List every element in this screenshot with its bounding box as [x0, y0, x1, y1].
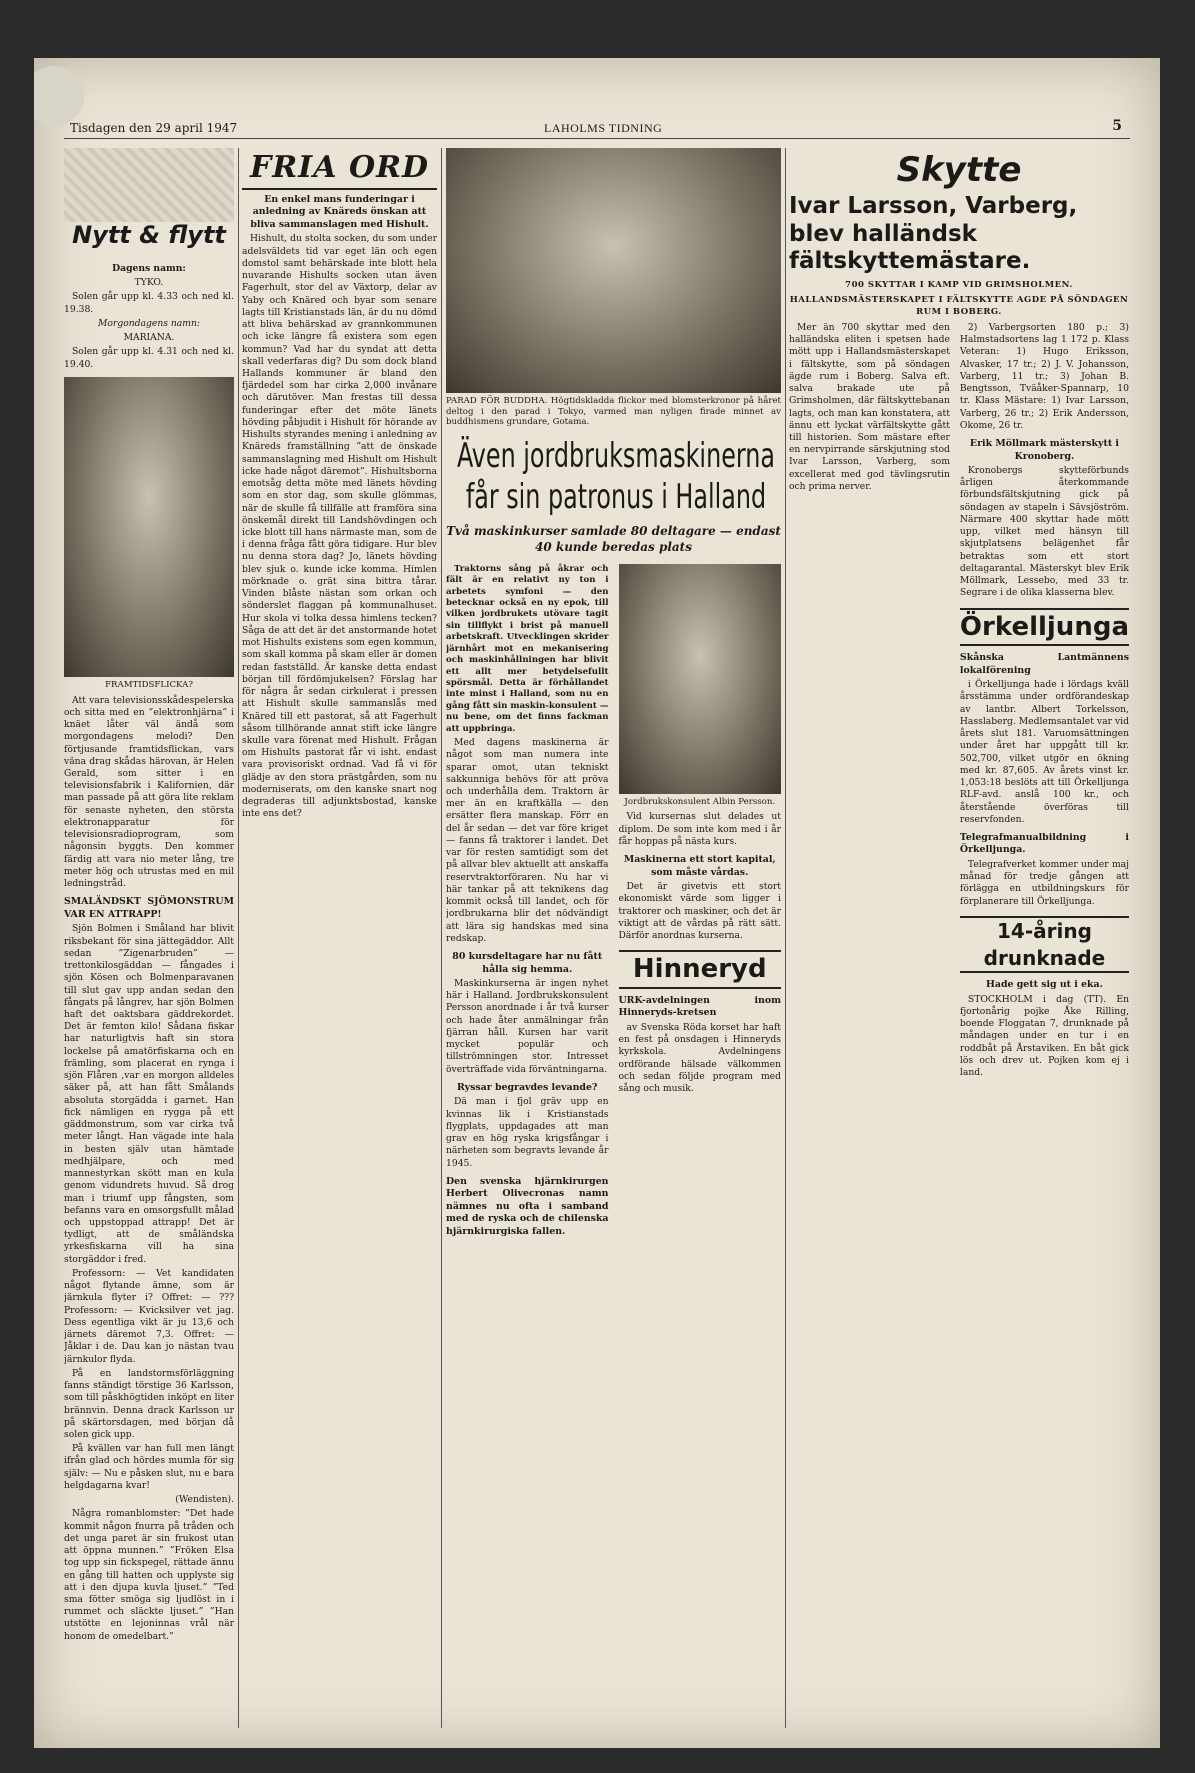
article-subhead: Hade gett sig ut i eka.: [986, 979, 1103, 991]
article-lead: Traktorns sång på åkrar och fält är en relativt ny ton i arbetets symfoni — den betecknar också en ny epok, till vilken jordbrukets utövare tagit sin tillflykt i brist på manuell arbetskraft. Utvecklingen skrider järnhårt mot en mekanisering och maskinhållningen har blivit ett allt mer betydelsefullt spörsmål. Detta är förhållandet inte minst i Halland, som nu en gång fått sin maskin-konsulent — nu bene, om det finns fackman att uppbringa.: [446, 563, 609, 734]
article-subhead: Den svenska hjärnkirurgen Herbert Olivecronas namn nämnes nu ofta i samband med de ryska och de chilenska hjärnkirurgiska fallen.: [446, 1175, 609, 1237]
article-subhead: Telegrafmanualbildning i Örkelljunga.: [959, 831, 1129, 856]
attribution: (Wendisten).: [175, 1494, 234, 1506]
article-subhead: 80 kursdeltagare har nu fått hålla sig hemma.: [452, 951, 603, 975]
article-text: Kronobergs skytteförbunds årligen återkommande förbundsfältskjutning gick på söndagen av stapeln i Sävsjöström. Närmare 400 skyttar hade mött upp, vilket med hänsyn till skjutplatsens belägenhet får betraktas som ett stort deltagarantal. Mästerskyt blev Erik Möllmark, Lessebo, med 33 tr. Segrare i de olika klasserna blev.: [959, 465, 1129, 599]
column-rule: [238, 148, 239, 1728]
punch-hole: [34, 66, 84, 126]
article-text: Vid kursernas slut delades ut diplom. De som inte kom med i år får hoppas på nästa kurs.: [618, 811, 781, 847]
headline: Även jordbruksmaskinerna får sin patronus i Halland: [457, 436, 775, 517]
article-text: Professorn: — Vet kandidaten något flytande ämne, som är järnkula flyter i? Offret: — ??? Professorn: — Kvicksilver vet jag. Dess egentliga vikt är ju 13,6 och järnets däremot 7,3. Offret: — Jåklar i de. Dau kan jo nästan tvau järnkulor flyda.: [64, 1267, 234, 1365]
paper-name: LAHOLMS TIDNING: [544, 121, 663, 135]
article-text: Med dagens maskinerna är något som man numera inte sparar omot, utan tekniskt sakkunniga behövs för att pröva och underhålla dem. Traktorn är mer än en kraftkälla — den ersätter flera manskap. Förr en del år sedan — det var före kriget — fanns få traktorer i landet. Det var för resten samtidigt som det på allvar blev aktuellt att anskaffa reservtraktorföraren. Nu har vi här tankar på att teknikens dag kommit också till landet, och för jordbrukarna blir det nödvändigt att lära sig handskas med sina redskap.: [446, 737, 609, 944]
article-subhead: Erik Möllmark mästerskytt i Kronoberg.: [969, 438, 1119, 462]
article-text: Hishult, du stolta socken, du som under adelsväldets tid var eget län och egen domstol samt behärskade inte blott hela nuvarande Hishults socken utan även Fagerhult, stor del av Växtorp, delar av Yaby och Knäred och byar som senare lagts till Kristianstads län, är du nu dömd att bliva behärskad av grannkommunen och icke längre få existera som egen kommun? Vad har du syndat att detta skall vederfaras dig? Du som dock bland Hallands kommuner är bland den fjärdedel som har cirka 2,000 invånare och därutöver. Man frestas till dessa funderingar efter det möte länets hövding påbjudit i Hishult för hörande av Hishults styrandes mening i anledning av Knäreds framställning ”att de önskade sammanslagning med Hishult om Hishult icke hade något däremot”. Hishultsborna emotsåg detta möte med länets hövding som en stor dag, som skulle glömmas, när de skulle få tillfälle att framföra sina önskemål direkt till Landshövdingen och icke blott till hans närmaste man, som de i denna fråga fått göra tidigare. Hur blev nu denna stora dag? Jo, länets hövding blev sjuk o. kunde icke komma. Himlen mörknade o. grät sina bittra tårar. Vinden blåste nästan som orkan och sönderslet flaggan på kommunalhuset. Hur skola vi tolka dessa himlens tecken? Såga de att det är det anstormande hotet mot Hishults existens som egen kommun, som skall komma på skam eller är domen redan fastställd. Är kanske detta endast början till fördömjukelsen? Förslag har för några år sedan cirkulerat i pressen att Hishult skulle sammanslås med Knäred till ett pastorat, så att Fagerhult såsom tillhörande annat stift icke längre skulle vara förenat med Hishult. Frågan om Hishults pastorat får vi isht. endast vara provisoriskt ordnad. Vad få vi för glädje av den stora prästgården, som nu moderniserats, om den kanske snart nog degraderas till adjunktsbostad, kanske inte ens det?: [242, 233, 437, 820]
results-text: 2) Varbergsorten 180 p.; 3) Halmstadsortens lag 1 172 p. Klass Veteran: 1) Hugo Eriksson, Alvasker, 17 tr.; 2) J. V. Johansson, Varberg, 11 tr.; 3) Johan B. Bengtsson, Tväåker-Spannarp, 10 tr. Klass Mästare: 1) Ivar Larsson, Varberg, 26 tr.; 2) Erik Andersson, Okome, 26 tr.: [959, 321, 1129, 431]
sun-tomorrow: Solen går upp kl. 4.31 och ned kl. 19.40.: [64, 346, 234, 370]
article-text: Sjön Bolmen i Småland har blivit riksbekant för sina jättegäddor. Allt sedan ”Zigenarbruden” — trettonkilosgäddan — fångades i sjön Kösen och Bolmenparavanen till slut gav upp andan sedan den fångats på långrev, har sjön Bolmen haft det oaktsbara gäddrekordet. Det är femton kilo! Sådana fiskar har naturligtvis haft sin stora lockelse på amatörfiskarna och en främling, som placerat en rynga i sjön Flåren ,var en morgon alldeles säker på, att han fått Smålands absoluta storgädda i garnet. Han fick nämligen en rygga på ett gäddmonstrum, som var cirka två meter långt. Han vägade inte hala in besten själv utan hämtade medhjälpare, och med mannestyrkan skött man en kula genom vidundrets huvud. Så drog man i triumf upp fångsten, som befanns vara en omsorgsfullt målad och uppstoppad attrapp! Det är tydligt, att de småländska yrkesfiskarna vill ha sina storgäddor i fred.: [64, 923, 234, 1265]
column-fria-ord: [242, 148, 437, 1728]
subheadline: Två maskinkurser samlade 80 deltagare — endast 40 kunde beredas plats: [446, 523, 781, 554]
photo-caption: FRAMTIDSFLICKA?: [105, 679, 193, 690]
column-jordbruk: [446, 148, 781, 1728]
fria-ord-header: FRIA ORD: [242, 148, 437, 190]
photo-caption: PARAD FÖR BUDDHA. Högtidskladda flickor med blomsterkronor på håret deltog i den parad i Tokyo, varmed man nyligen firade minnet av buddhismens grundare, Gotama.: [446, 396, 781, 428]
article-text: i Örkelljunga hade i lördags kväll årsstämma under ordförandeskap av lantbr. Albert Torkelsson, Hasslaberg. Medlemsantalet var vid årets slut 181. Varuomsättningen under året har uppgått till kr. 502,700, vilket utgör en ökning med kr. 87,605. Av årets vinst kr. 1,053:18 beslöts att till Örkelljunga RLF-avd. anslå 100 kr., och återstående överföras till reservfonden.: [959, 679, 1129, 825]
tomorrow-label: Morgondagens namn:: [97, 317, 200, 329]
photo-albin-persson: [619, 564, 782, 794]
name-day: TYKO.: [134, 277, 164, 289]
article-subhead: Skånska Lantmännens lokalförening: [959, 652, 1129, 676]
name-day-label: Dagens namn:: [112, 263, 186, 274]
article-subhead: HALLANDSMÄSTERSKAPET I FÄLTSKYTTE AGDE PÅ SÖNDAGEN RUM I BOBERG.: [789, 295, 1129, 317]
nytt-flytt-masthead: [64, 148, 234, 263]
article-text: Några romanblomster: ”Det hade kommit någon fnurra på tråden och det unga paret är sin frukost utan att öppna munnen.” ”Fröken Elsa tog upp sin fickspegel, rättade ännu en gång till hatten och upplyste sig att i den djupa kuvla ljuset.” ”Ted sma fötter smöga sig ljudlöst in i rummet och släckte ljuset.” ”Han utstötte en lejoninnas vrål när honom de omedelbart.”: [64, 1508, 234, 1642]
nytt-flytt-title: Nytt & flytt: [72, 221, 226, 249]
masthead-illustration: [64, 148, 234, 222]
article-text: Dä man i fjol gräv upp en kvinnas lik i Kristianstads flygplats, uppdagades att man grav en hög ryska krigsfångar i närheten som begravts levande år 1945.: [446, 1096, 609, 1169]
column-rule: [785, 148, 786, 1728]
article-text: Telegrafverket kommer under maj månad för tredje gången att förlägga en utbildningskurs för förplanerare till Örkelljunga.: [959, 858, 1129, 907]
orkelljunga-header: Örkelljunga: [960, 608, 1129, 647]
column-rule: [441, 148, 442, 1728]
article-text: På en landstormsförläggning fanns ständigt törstige 36 Karlsson, som till påskhögtiden inköpt en liter brännvin. Denna drack Karlsson ur på skärtorsdagen, med början då solen gick upp.: [64, 1367, 234, 1440]
skytte-header: Skytte: [896, 150, 1022, 190]
running-head: [64, 118, 1130, 139]
column-nytt-flytt: [64, 148, 234, 1728]
photo-television-girl: [64, 377, 234, 677]
article-subhead: SMALÄNDSKT SJÖMONSTRUM VAR EN ATTRAPP!: [64, 896, 234, 920]
photo-caption: Jordbrukskonsulent Albin Persson.: [624, 796, 776, 807]
article-text: På kvällen var han full men längt ifrån glad och hördes mumla för sig själv: — Nu e påsken slut, nu e bara helgdagarna kvar!: [64, 1443, 234, 1491]
article-subhead: Ryssar begravdes levande?: [457, 1081, 598, 1093]
article-text: Det är givetvis ett stort ekonomiskt värde som ligger i traktorer och maskiner, och det är viktigt att de vårdas på rätt sätt. Därför anordnas kurserna.: [618, 881, 781, 942]
article-text: STOCKHOLM i dag (TT). En fjortonårig pojke Åke Rilling, boende Floggatan 7, drunknade på måndagen under en tur i en roddbåt på Årstaviken. En båt gick lös och drev ut. Pojken kom ej i land.: [959, 993, 1129, 1078]
headline: Ivar Larsson, Varberg, blev halländsk fältskyttemästare.: [789, 193, 1078, 275]
article-text: Mer än 700 skyttar med den halländska eliten i spetsen hade mött upp i Hallandsmästerskapet i fältskytte, som på söndagen ägde rum i Boberg. Salva eft. salva brakade ute på Grimsholmen, där fältskyttebanan lagts, och man kan konstatera, att ännu ett lyckat värfältskytte gått till historien. Som mästare efter en nervpirrande särskjutning stod Ivar Larsson, Varberg, som excellerat med god tävlingsrutin och prima nerver.: [789, 321, 950, 492]
article-subhead: Maskinerna ett stort kapital, som måste vårdas.: [623, 854, 776, 878]
article-subhead: 700 SKYTTAR I KAMP VID GRIMSHOLMEN.: [845, 280, 1073, 290]
article-text: av Svenska Röda korset har haft en fest på onsdagen i Hinneryds kyrkskola. Avdelningens ordförande hälsade välkommen och sedan följde program med sång och musik.: [618, 1021, 781, 1095]
page-number: 5: [1112, 118, 1122, 134]
sun-today: Solen går upp kl. 4.33 och ned kl. 19.38.: [64, 291, 234, 315]
article-subhead: URK-avdelningen inom Hinneryds-kretsen: [618, 994, 781, 1019]
article-lead: En enkel mans funderingar i anledning av Knäreds önskan att bliva sammanslagen med Hishult.: [250, 193, 429, 230]
column-skytte: [789, 148, 1129, 1728]
drowning-header: 14-åring drunknade: [960, 916, 1129, 973]
tomorrow-name: MARIANA.: [123, 332, 175, 344]
article-text: Maskinkurserna är ingen nyhet här i Halland. Jordbrukskonsulent Persson anordnade i år två kurser och hade åter anmälningar från fjärran håll. Kursen har varit mycket populär och tillströmningen stor. Intresset överträffade vida förväntningarna.: [446, 978, 609, 1075]
issue-date: Tisdagen den 29 april 1947: [70, 121, 238, 135]
newspaper-page: [34, 58, 1160, 1748]
photo-buddha-parade: [446, 148, 781, 393]
article-text: Att vara televisionsskådespelerska och sitta med en ”elektronhjärna” i knäet låter väl ändå som morgondagens melodi? Den förtjusande framtidsflickan, vars väna drag skådas härovan, är Helen Gerald, som sitter i en televisionsfabrik i Kalifornien, där man passade på att göra lite reklam för senaste nyheten, den största elektronapparatur för televisionsradioprogram, som någonsin byggts. Den kommer färdig att vara nio meter lång, tre meter hög och utrustas med en mil ledningstråd.: [64, 694, 234, 890]
hinneryd-header: Hinneryd: [619, 950, 782, 989]
